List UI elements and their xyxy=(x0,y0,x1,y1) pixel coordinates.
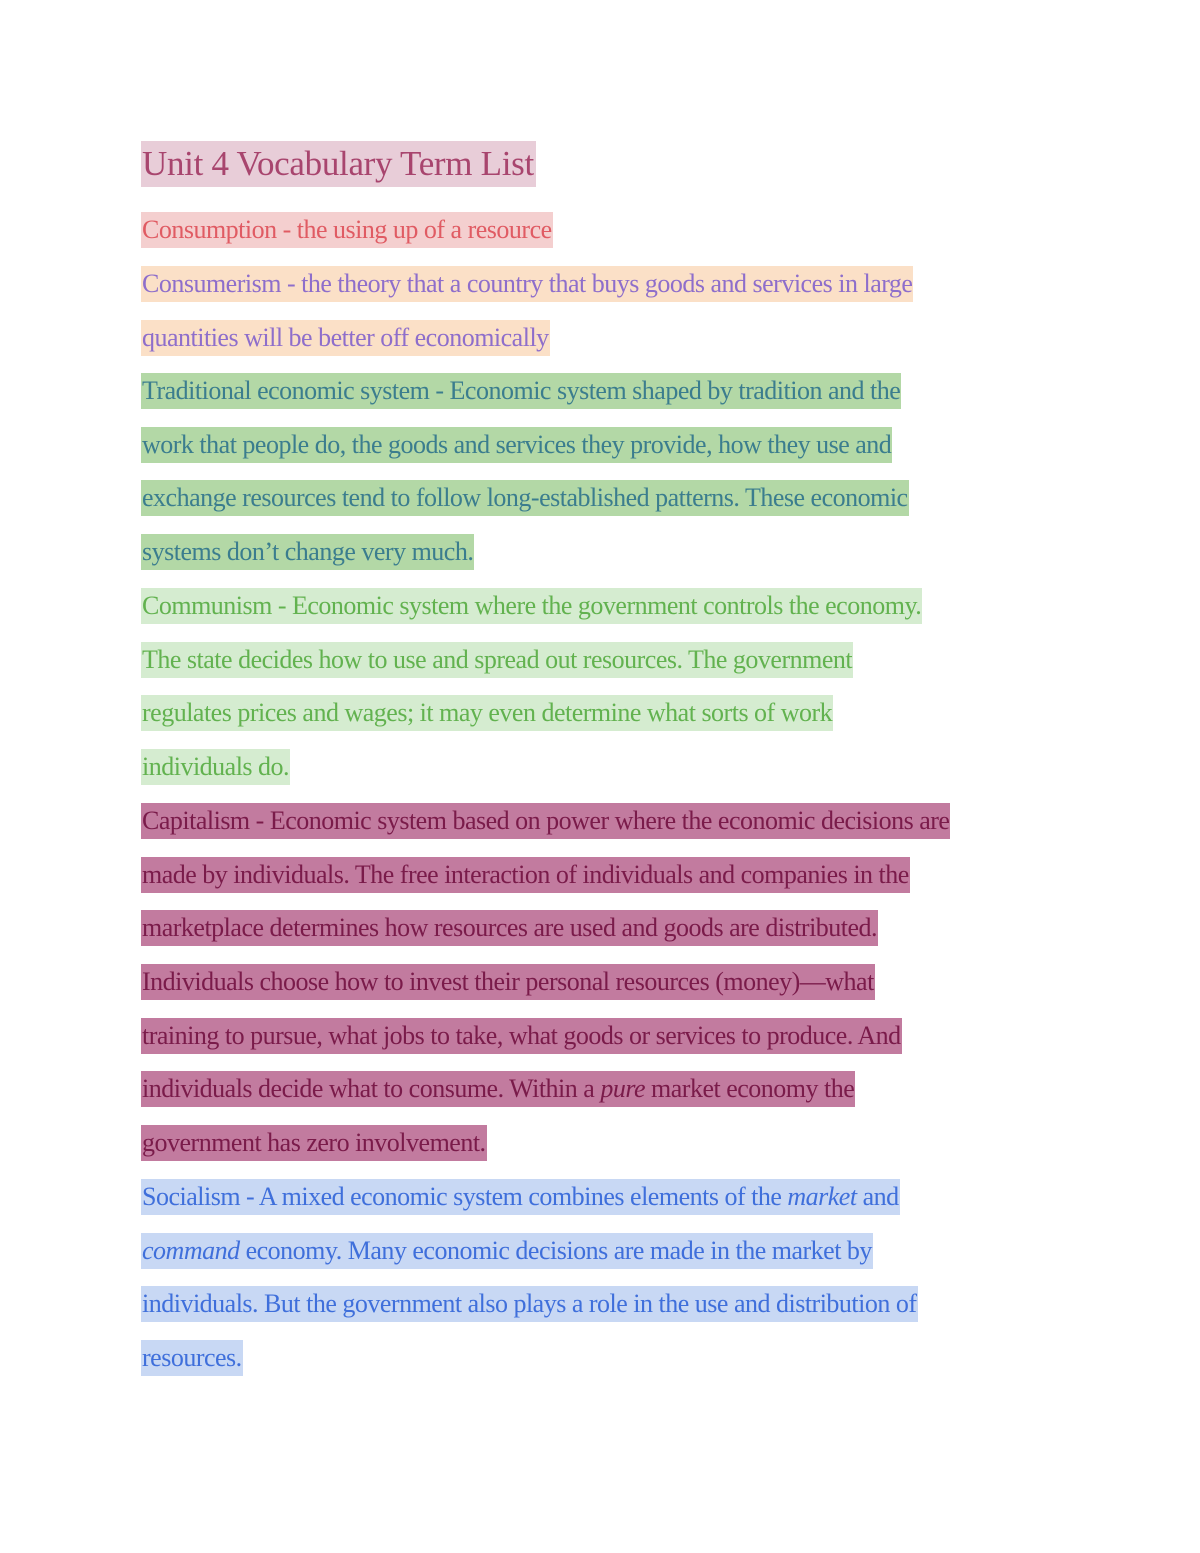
term-consumption xyxy=(141,203,1101,257)
text-line xyxy=(141,955,1101,1009)
definition-text: government has zero involvement. xyxy=(141,1125,487,1161)
title-container xyxy=(141,141,536,187)
definition-text: quantities will be better off economically xyxy=(141,320,550,356)
text-line xyxy=(141,740,1101,794)
definition-text: Consumerism - the theory that a country that buys goods and services in large xyxy=(141,266,913,302)
definition-text: work that people do, the goods and services they provide, how they use and xyxy=(141,427,892,463)
text-run: individuals decide what to consume. Within a xyxy=(142,1074,601,1104)
term-consumerism xyxy=(141,257,1101,364)
text-line xyxy=(141,794,1101,848)
term-communism xyxy=(141,579,1101,794)
term-traditional-economic-system xyxy=(141,364,1101,579)
definition-text: resources. xyxy=(141,1340,243,1376)
text-run: market economy the xyxy=(645,1074,855,1104)
italic-term: pure xyxy=(600,1074,646,1104)
text-line xyxy=(141,471,1101,525)
definition-text: individuals. But the government also plays a role in the use and distribution of xyxy=(141,1286,918,1322)
text-line xyxy=(141,525,1101,579)
text-line xyxy=(141,1009,1101,1063)
definition-text: Traditional economic system - Economic system shaped by tradition and the xyxy=(141,373,901,409)
text-run: and xyxy=(856,1182,899,1211)
definition-text xyxy=(141,1071,855,1107)
italic-term: market xyxy=(787,1182,857,1211)
text-line xyxy=(141,848,1101,902)
term-capitalism xyxy=(141,794,1101,1170)
text-line xyxy=(141,203,1101,257)
text-line xyxy=(141,364,1101,418)
text-line xyxy=(141,633,1101,687)
text-line xyxy=(141,1062,1101,1116)
definition-text: Communism - Economic system where the government controls the economy. xyxy=(141,588,922,624)
text-line xyxy=(141,418,1101,472)
text-run: economy. Many economic decisions are made in the market by xyxy=(239,1235,872,1265)
text-line xyxy=(141,1224,1101,1278)
text-line xyxy=(141,1331,1101,1385)
definition-text: individuals do. xyxy=(141,749,290,785)
definition-text: Capitalism - Economic system based on power where the economic decisions are xyxy=(141,803,950,839)
text-line xyxy=(141,1116,1101,1170)
text-line xyxy=(141,901,1101,955)
text-run: Socialism - A mixed economic system combines elements of the xyxy=(142,1182,788,1211)
page-title: Unit 4 Vocabulary Term List xyxy=(141,141,536,187)
definition-text: systems don’t change very much. xyxy=(141,534,474,570)
definition-text: training to pursue, what jobs to take, what goods or services to produce. And xyxy=(141,1018,902,1054)
text-line xyxy=(141,1170,1101,1224)
text-line xyxy=(141,686,1101,740)
definition-text xyxy=(141,1233,873,1269)
definition-text: The state decides how to use and spread out resources. The government xyxy=(141,642,853,678)
definition-text: Consumption - the using up of a resource xyxy=(141,212,553,248)
definition-text: Individuals choose how to invest their personal resources (money)—what xyxy=(141,964,875,1000)
text-line xyxy=(141,257,1101,311)
text-line xyxy=(141,1277,1101,1331)
text-line xyxy=(141,579,1101,633)
definition-text: marketplace determines how resources are used and goods are distributed. xyxy=(141,910,878,946)
definition-text: made by individuals. The free interaction of individuals and companies in the xyxy=(141,857,910,893)
text-line xyxy=(141,311,1101,365)
definition-text: exchange resources tend to follow long-established patterns. These economic xyxy=(141,480,909,516)
italic-term: command xyxy=(142,1235,240,1265)
definition-text xyxy=(141,1179,900,1215)
term-socialism xyxy=(141,1170,1101,1385)
definition-text: regulates prices and wages; it may even determine what sorts of work xyxy=(141,695,833,731)
